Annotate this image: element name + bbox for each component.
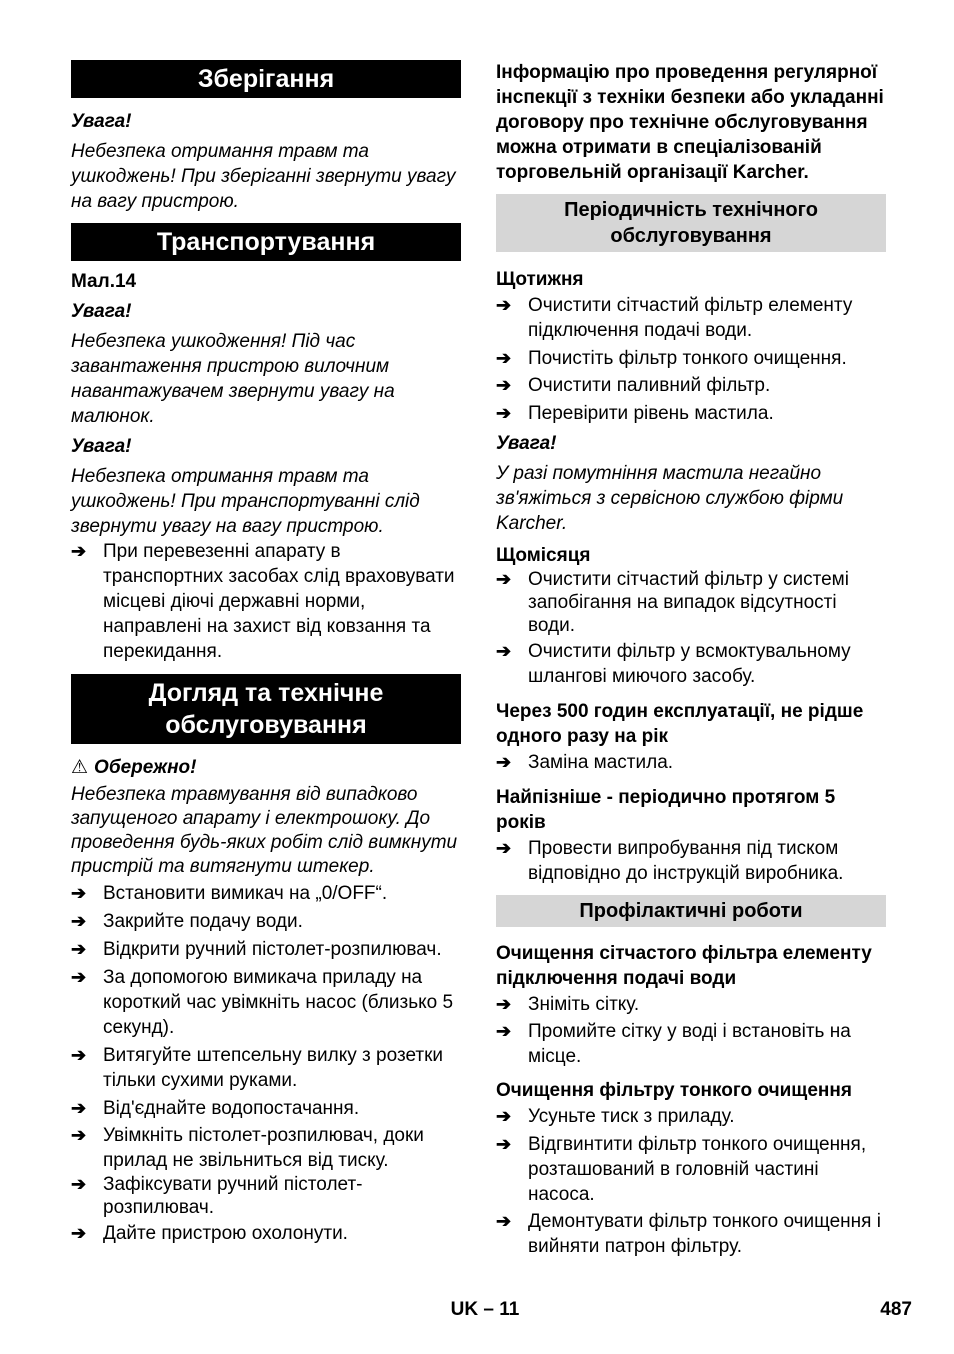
list-item: ➔ Витягуйте штепсельну вилку з розетки тільки сухими руками. — [71, 1045, 444, 1091]
arrow-right-icon: ➔ — [496, 375, 512, 395]
arrow-right-icon: ➔ — [496, 994, 512, 1014]
list-item: ➔ Промийте сітку у воді і встановіть на місце. — [496, 1021, 851, 1067]
care-warning-label: ⚠ Обережно! — [71, 757, 197, 778]
arrow-right-icon: ➔ — [496, 403, 512, 423]
strainer-list — [496, 992, 886, 1069]
list-item: ➔ Відкрити ручний пістолет-розпилювач. — [71, 939, 442, 960]
care-warning-text: Небезпека травмування від випадково запущеного апарату і електрошоку. До проведення будь-яких робіт слід вимкнути пристрій та витягнути штекер. — [71, 784, 458, 877]
weekly-label: Щотижня — [496, 269, 584, 290]
arrow-right-icon: ➔ — [496, 569, 512, 589]
years-label: Найпізніше - періодично протягом 5 років — [496, 787, 836, 833]
arrow-right-icon: ➔ — [496, 838, 512, 858]
hours-list — [496, 750, 886, 775]
arrow-right-icon: ➔ — [496, 1211, 512, 1231]
monthly-label: Щомісяця — [496, 545, 591, 566]
list-item: ➔ Від'єднайте водопостачання. — [71, 1098, 360, 1119]
list-item: ➔ При перевезенні апарату в транспортних засобах слід враховувати місцеві діючі державні норми, направлені на захист від ковзання та перекидання. — [71, 541, 455, 662]
arrow-right-icon: ➔ — [71, 1223, 87, 1243]
list-item: ➔ Зніміть сітку. — [496, 994, 640, 1015]
arrow-right-icon: ➔ — [71, 967, 87, 987]
hours-label: Через 500 годин експлуатації, не рідше одного разу на рік — [496, 701, 864, 747]
fine-filter-list — [496, 1104, 886, 1259]
arrow-right-icon: ➔ — [71, 1125, 87, 1145]
oil-caution-label: Увага! — [496, 433, 557, 454]
transport-caution1-label: Увага! — [71, 301, 132, 322]
list-item: ➔ Встановити вимикач на „0/OFF“. — [71, 883, 388, 904]
weekly-list — [496, 293, 886, 426]
list-item: ➔ Очистити фільтр у всмоктувальному шлангові миючого засобу. — [496, 641, 851, 687]
section-care-heading: Догляд та технічне обслуговування — [71, 674, 461, 744]
arrow-right-icon: ➔ — [496, 752, 512, 772]
strainer-label: Очищення сітчастого фільтра елементу підключення подачі води — [496, 943, 872, 989]
footer-section-page: UK – 11 — [450, 1299, 520, 1320]
list-item: ➔ Усуньте тиск з приладу. — [496, 1106, 735, 1127]
list-item: ➔ Дайте пристрою охолонути. — [71, 1223, 348, 1244]
arrow-right-icon: ➔ — [71, 939, 87, 959]
transport-list — [71, 539, 461, 664]
left-column — [71, 60, 461, 1246]
fine-filter-label: Очищення фільтру тонкого очищення — [496, 1080, 852, 1101]
arrow-right-icon: ➔ — [71, 541, 87, 561]
right-column — [496, 60, 886, 1259]
list-item: ➔ Провести випробування під тиском відповідно до інструкцій виробника. — [496, 838, 844, 884]
list-item: ➔ За допомогою вимикача приладу на короткий час увімкніть насос (близько 5 секунд). — [71, 967, 454, 1038]
arrow-right-icon: ➔ — [496, 295, 512, 315]
years-list — [496, 836, 886, 886]
list-item: ➔ Очистити сітчастий фільтр елементу підключення подачі води. — [496, 295, 853, 341]
arrow-right-icon: ➔ — [71, 911, 87, 931]
list-item: ➔ Очистити сітчастий фільтр у системі запобігання на випадок відсутності води. — [496, 569, 849, 636]
list-item: ➔ Відгвинтити фільтр тонкого очищення, розташований в головній частині насоса. — [496, 1134, 867, 1205]
list-item: ➔ Заміна мастила. — [496, 752, 674, 773]
intro-text: Інформацію про проведення регулярної інспекції з техніки безпеки або укладанні договору про технічне обслуговування можна отримати в спеціалізованій торговельній організації Karcher. — [496, 62, 884, 183]
list-item: ➔ Очистити паливний фільтр. — [496, 375, 771, 396]
section-transport-heading: Транспортування — [71, 223, 461, 261]
transport-figure-ref: Мал.14 — [71, 271, 137, 292]
section-preventive-heading: Профілактичні роботи — [496, 895, 886, 927]
arrow-right-icon: ➔ — [496, 1106, 512, 1126]
transport-caution2-label: Увага! — [71, 436, 132, 457]
list-item: ➔ Перевірити рівень мастила. — [496, 403, 774, 424]
footer-page-number: 487 — [880, 1299, 912, 1320]
section-periodicity-heading: Періодичність технічного обслуговування — [496, 194, 886, 252]
storage-caution-text: Небезпека отримання травм та ушкоджень! При зберіганні звернути увагу на вагу пристрою. — [71, 141, 456, 212]
care-list — [71, 881, 461, 1246]
arrow-right-icon: ➔ — [496, 641, 512, 661]
section-storage-heading: Зберігання — [71, 60, 461, 98]
oil-caution-text: У разі помутніння мастила негайно зв'яжіться з сервісною службою фірми Karcher. — [496, 463, 844, 534]
warning-triangle-icon: ⚠ — [71, 757, 89, 778]
arrow-right-icon: ➔ — [496, 1021, 512, 1041]
transport-caution2-text: Небезпека отримання травм та ушкоджень! При транспортуванні слід звернути увагу на вагу пристрою. — [71, 466, 420, 537]
transport-caution1-text: Небезпека ушкодження! Під час завантаження пристрою вилочним навантажувачем звернути увагу на малюнок. — [71, 331, 395, 427]
list-item: ➔ Зафіксувати ручний пістолет-розпилювач. — [71, 1174, 363, 1218]
monthly-list — [496, 568, 886, 689]
arrow-right-icon: ➔ — [71, 1174, 87, 1194]
list-item: ➔ Демонтувати фільтр тонкого очищення і вийняти патрон фільтру. — [496, 1211, 881, 1257]
list-item: ➔ Почистіть фільтр тонкого очищення. — [496, 348, 847, 369]
arrow-right-icon: ➔ — [496, 1134, 512, 1154]
storage-caution-label: Увага! — [71, 111, 132, 132]
list-item: ➔ Закрийте подачу води. — [71, 911, 303, 932]
arrow-right-icon: ➔ — [71, 883, 87, 903]
arrow-right-icon: ➔ — [71, 1045, 87, 1065]
arrow-right-icon: ➔ — [71, 1098, 87, 1118]
arrow-right-icon: ➔ — [496, 348, 512, 368]
list-item: ➔ Увімкніть пістолет-розпилювач, доки прилад не звільниться від тиску. — [71, 1125, 424, 1171]
